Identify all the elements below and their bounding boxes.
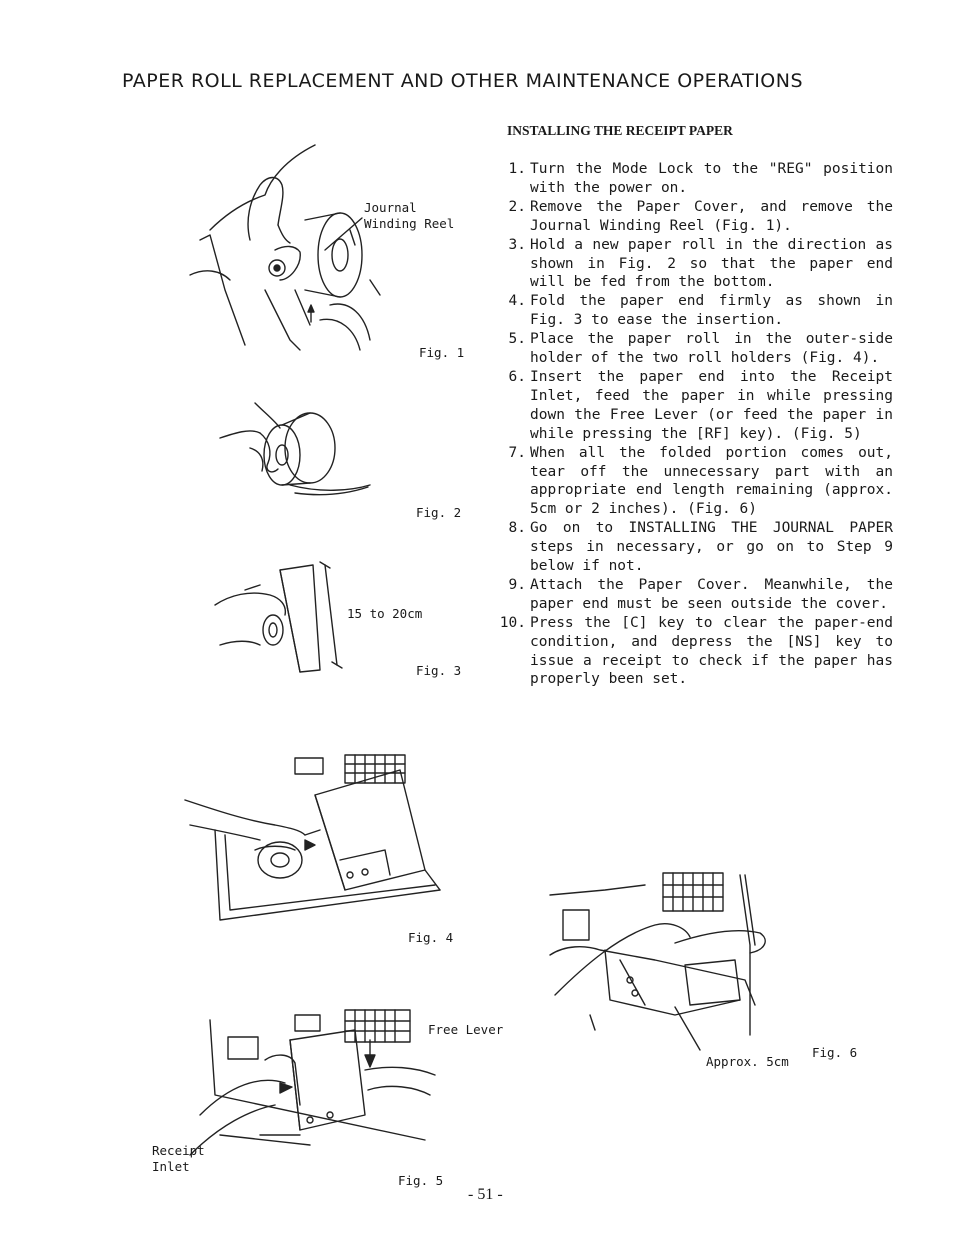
step-number: 7. bbox=[508, 444, 526, 461]
fig5-label: Fig. 5 bbox=[398, 1173, 444, 1188]
section-title: INSTALLING THE RECEIPT PAPER bbox=[507, 123, 733, 138]
step-5 bbox=[488, 330, 893, 368]
fig1-illustration bbox=[190, 140, 390, 355]
step-text: Insert the paper end into the Receipt Inlet, feed the paper in while pressing down the Free Lever (or feed the paper in while pressing the [RF] key). (Fig. 5) bbox=[530, 368, 893, 442]
callout-line: Winding Reel bbox=[364, 215, 455, 231]
callout-line: Inlet bbox=[152, 1158, 190, 1174]
step-number: 8. bbox=[508, 520, 526, 537]
instruction-steps bbox=[488, 160, 893, 689]
step-8 bbox=[488, 519, 893, 576]
step-text: Fold the paper end firmly as shown in Fig. 3 to ease the insertion. bbox=[530, 293, 893, 329]
step-number: 1. bbox=[508, 161, 526, 177]
step-text: Attach the Paper Cover. Meanwhile, the paper end must be seen outside the cover. bbox=[530, 576, 893, 612]
step-3 bbox=[488, 236, 893, 293]
step-number: 3. bbox=[508, 236, 526, 253]
fig2-label: Fig. 2 bbox=[416, 505, 462, 520]
fig2-illustration bbox=[220, 393, 380, 503]
fig3-callout-length: 15 to 20cm bbox=[347, 606, 423, 621]
fig3-illustration bbox=[215, 560, 345, 680]
step-4 bbox=[488, 292, 893, 330]
step-number: 6. bbox=[508, 368, 526, 385]
step-number: 4. bbox=[508, 293, 526, 310]
fig3-label: Fig. 3 bbox=[416, 663, 462, 678]
fig1-label: Fig. 1 bbox=[419, 345, 465, 360]
callout-line: Receipt bbox=[152, 1143, 205, 1158]
step-text: Turn the Mode Lock to the "REG" position with the power on. bbox=[530, 161, 893, 196]
step-number: 2. bbox=[508, 198, 526, 215]
step-9 bbox=[488, 576, 893, 614]
step-text: Hold a new paper roll in the direction as shown in Fig. 2 so that the paper end will be fed from the bottom. bbox=[530, 236, 893, 291]
fig4-label: Fig. 4 bbox=[408, 930, 454, 945]
fig1-callout-journal-winding-reel bbox=[364, 200, 454, 231]
step-number: 5. bbox=[508, 331, 526, 348]
fig5-callout-receipt-inlet bbox=[152, 1143, 205, 1174]
fig4-illustration bbox=[185, 750, 445, 925]
fig6-label: Fig. 6 bbox=[812, 1045, 858, 1060]
page-number: - 51 - bbox=[468, 1186, 503, 1203]
step-text: Go on to INSTALLING THE JOURNAL PAPER steps in necessary, or go on to Step 9 below if not. bbox=[530, 520, 893, 575]
step-number: 9. bbox=[508, 576, 526, 593]
step-number: 10. bbox=[499, 614, 526, 631]
step-text: Place the paper roll in the outer-side holder of the two roll holders (Fig. 4). bbox=[530, 331, 893, 367]
step-10 bbox=[488, 614, 893, 690]
fig6-illustration bbox=[545, 865, 785, 1050]
fig5-illustration bbox=[190, 995, 440, 1160]
step-1 bbox=[488, 160, 893, 198]
callout-line: Journal bbox=[364, 200, 417, 215]
step-text: When all the folded portion comes out, tear off the unnecessary part with an appropriate end length remaining (approx. 5cm or 2 inches). (Fig. 6) bbox=[530, 444, 893, 518]
step-text: Press the [C] key to clear the paper-end condition, and depress the [NS] key to issue a receipt to check if the paper has properly been set. bbox=[530, 614, 893, 688]
step-6 bbox=[488, 368, 893, 444]
page-title: PAPER ROLL REPLACEMENT AND OTHER MAINTENANCE OPERATIONS bbox=[122, 70, 804, 92]
step-7 bbox=[488, 444, 893, 520]
fig6-callout-approx-5cm: Approx. 5cm bbox=[706, 1054, 789, 1069]
step-text: Remove the Paper Cover, and remove the Journal Winding Reel (Fig. 1). bbox=[530, 198, 893, 234]
step-2 bbox=[488, 198, 893, 236]
fig5-callout-free-lever: Free Lever bbox=[428, 1022, 504, 1037]
